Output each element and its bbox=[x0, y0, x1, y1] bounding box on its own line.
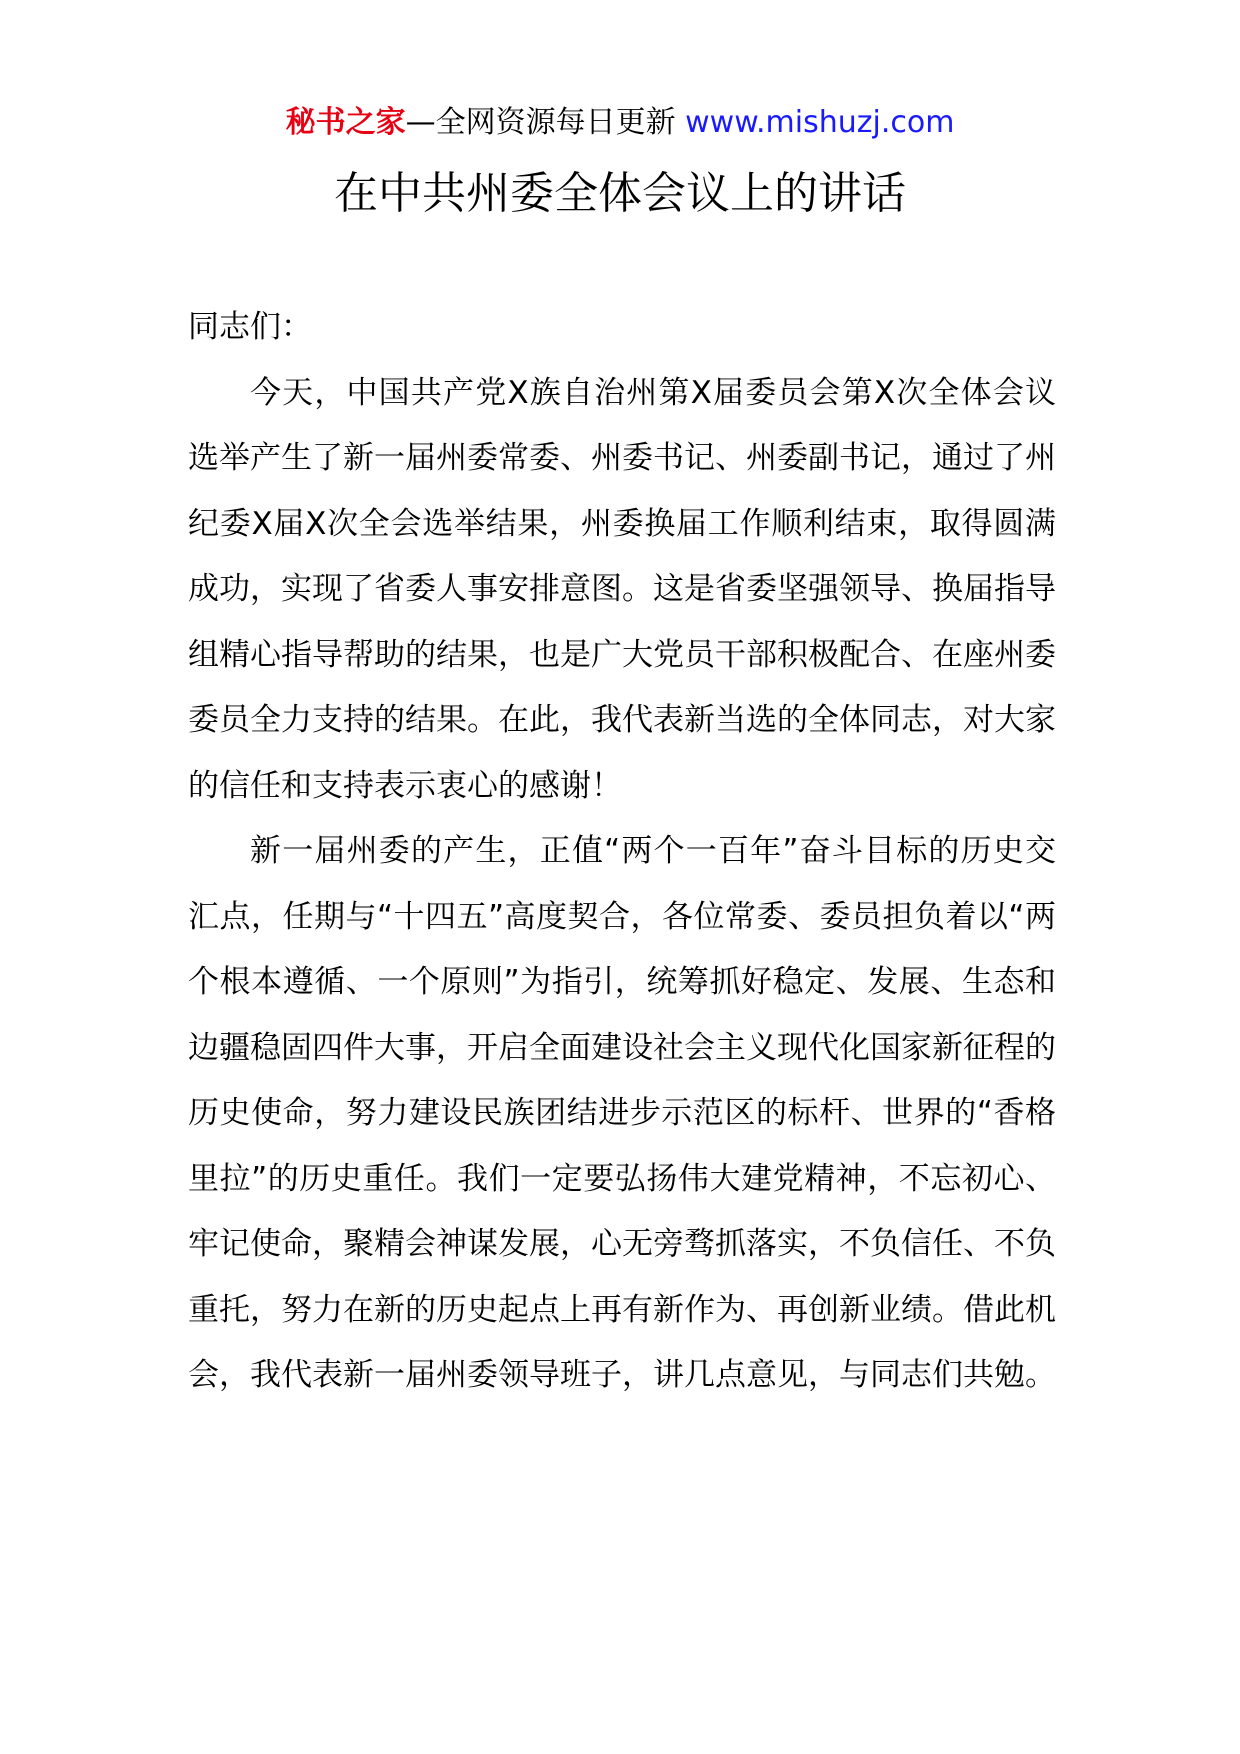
body-paragraph: 新一届州委的产生，正值“两个一百年”奋斗目标的历史交汇点，任期与“十四五”高度契合，各位常委、委员担负着以“两个根本遵循、一个原则”为指引，统筹抓好稳定、发展、生态和边疆稳固四件大事，开启全面建设社会主义现代化国家新征程的历史使命，努力建设民族团结进步示范区的标杆、世界的“香格里拉”的历史重任。我们一定要弘扬伟大建党精神，不忘初心、牢记使命，聚精会神谋发展，心无旁骛抓落实，不负信任、不负重托，努力在新的历史起点上再有新作为、再创新业绩。借此机会，我代表新一届州委领导班子，讲几点意见，与同志们共勉。 bbox=[188, 833, 1056, 1393]
brand-name: 秘书之家 bbox=[285, 105, 406, 140]
site-header bbox=[0, 100, 1240, 146]
body-paragraph: 今天，中国共产党X族自治州第X届委员会第X次全体会议选举产生了新一届州委常委、州委书记、州委副书记，通过了州纪委X届X次全会选举结果，州委换届工作顺利结束，取得圆满成功，实现了省委人事安排意图。这是省委坚强领导、换届指导组精心指导帮助的结果，也是广大党员干部积极配合、在座州委委员全力支持的结果。在此，我代表新当选的全体同志，对大家的信任和支持表示衷心的感谢！ bbox=[188, 374, 1056, 804]
document-body bbox=[188, 295, 1056, 1409]
document-title: 在中共州委全体会议上的讲话 bbox=[334, 168, 906, 219]
salutation: 同志们： bbox=[188, 309, 312, 345]
site-url-link[interactable]: www.mishuzj.com bbox=[685, 105, 955, 140]
header-tagline: —全网资源每日更新 bbox=[405, 105, 686, 140]
